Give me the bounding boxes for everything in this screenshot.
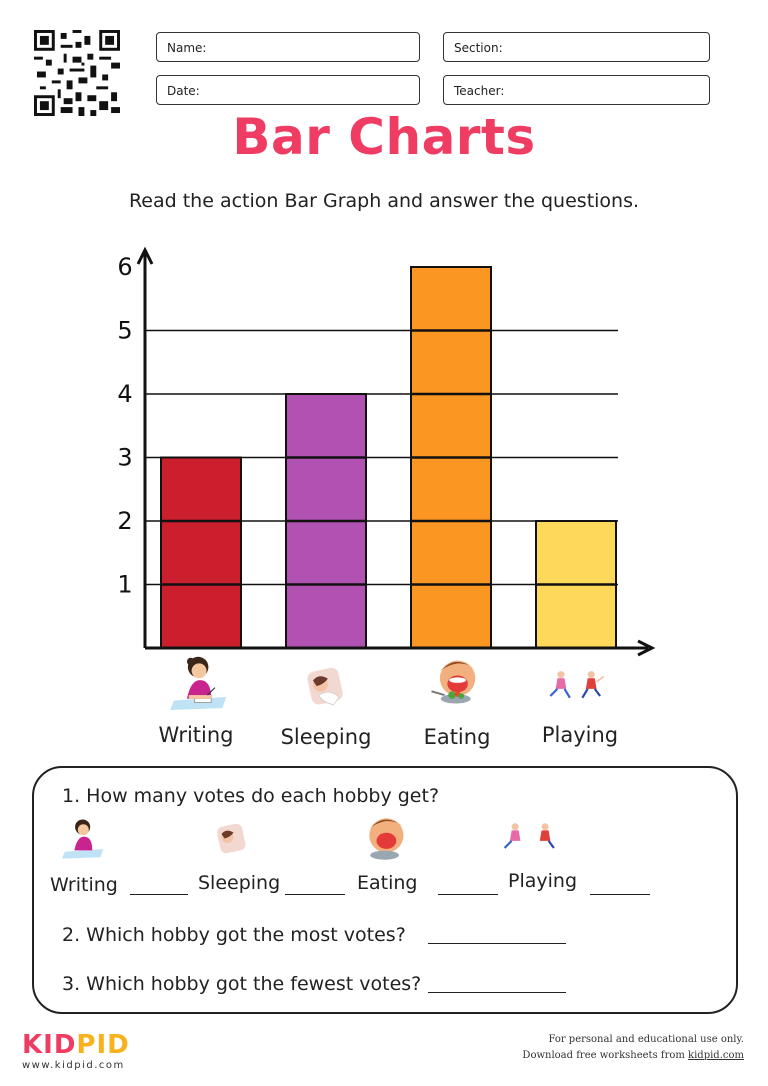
playing-kids-icon [498,818,564,862]
writing-girl-icon [62,812,106,864]
hobby-label-playing: Playing [508,870,578,892]
answer-blank-sleeping[interactable] [285,894,345,895]
category-label-playing: Playing [541,723,619,747]
y-tick-label-4: 4 [117,380,133,408]
category-label-eating: Eating [423,725,491,749]
name-field[interactable] [156,32,420,62]
date-field-label: Date: [167,84,200,98]
y-tick-label-6: 6 [117,253,133,281]
y-tick-label-3: 3 [117,443,133,472]
qr-code-icon [34,30,120,116]
question-3: 3. Which hobby got the fewest votes? [62,973,422,995]
bar-writing [161,458,241,649]
answer-blank-fewest[interactable] [428,992,566,993]
teacher-field-label: Teacher: [454,84,505,98]
eating-boy-icon [352,812,410,866]
date-field[interactable] [156,75,420,105]
footer-link[interactable]: kidpid.com [688,1050,744,1061]
footer-line-2-prefix: Download free worksheets from [522,1050,689,1061]
y-tick-label-2: 2 [117,507,133,535]
page-title: Bar Charts [232,108,536,166]
answer-blank-playing[interactable] [590,894,650,895]
category-label-writing: Writing [158,723,234,747]
hobby-label-eating: Eating [357,872,418,894]
category-label-sleeping: Sleeping [280,725,372,749]
footer-line-2 [522,1050,744,1061]
question-1: 1. How many votes do each hobby get? [62,785,440,807]
hobby-label-sleeping: Sleeping [198,872,281,894]
section-field-label: Section: [454,41,503,55]
writing-girl-icon [168,654,232,710]
question-2: 2. Which hobby got the most votes? [62,924,406,946]
bar-chart [0,240,768,670]
teacher-field[interactable] [443,75,710,105]
y-tick-label-1: 1 [117,570,133,599]
footer-line-1: For personal and educational use only. [548,1034,744,1045]
name-field-label: Name: [167,41,207,55]
eating-boy-icon [420,654,484,710]
y-tick-label-5: 5 [117,316,133,345]
playing-kids-icon [545,660,609,716]
section-field[interactable] [443,32,710,62]
site-url: www.kidpid.com [22,1060,125,1071]
instruction-text: Read the action Bar Graph and answer the questions. [128,190,640,212]
answer-blank-most[interactable] [428,943,566,944]
answer-blank-writing[interactable] [130,894,188,895]
answer-blank-eating[interactable] [438,894,498,895]
sleeping-person-icon [208,816,256,864]
hobby-label-writing: Writing [50,874,118,896]
sleeping-person-icon [294,660,358,716]
kidpid-logo: KIDPID [22,1030,130,1060]
